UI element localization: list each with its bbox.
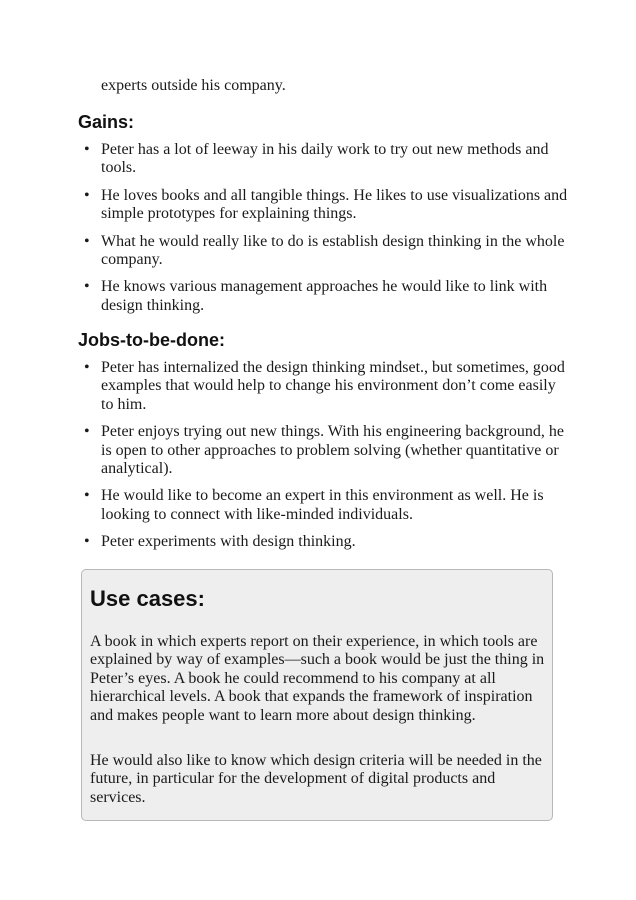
- bullet-icon: •: [84, 423, 90, 441]
- bullet-icon: •: [84, 278, 90, 296]
- gains-list: [78, 141, 568, 324]
- list-item: [78, 278, 568, 315]
- use-cases-box: [81, 569, 553, 821]
- list-item: [78, 233, 568, 270]
- jobs-list: [78, 359, 568, 561]
- list-item-text: Peter has a lot of leeway in his daily work to try out new methods and tools.: [101, 141, 549, 177]
- list-item-text: Peter experiments with design thinking.: [101, 533, 356, 551]
- list-item: [78, 141, 568, 178]
- list-item-text: What he would really like to do is establish design thinking in the whole company.: [101, 232, 565, 269]
- list-item-text: He knows various management approaches he would like to link with design thinking.: [101, 278, 548, 314]
- list-item-text: He loves books and all tangible things. He likes to use visualizations and simple prototypes for explaining things.: [101, 186, 568, 223]
- gains-heading: Gains:: [78, 112, 135, 132]
- jobs-heading: Jobs-to-be-done:: [78, 330, 225, 350]
- list-item: [78, 533, 568, 551]
- use-cases-paragraph: He would also like to know which design criteria will be needed in the future, in particular for the development of digital products and services.: [90, 752, 542, 806]
- bullet-icon: •: [84, 141, 90, 158]
- bullet-icon: •: [84, 359, 90, 376]
- use-cases-title: Use cases:: [90, 586, 205, 611]
- bullet-icon: •: [84, 533, 90, 551]
- list-item: [78, 423, 568, 478]
- bullet-icon: •: [84, 232, 90, 250]
- list-item: [78, 359, 568, 414]
- continuation-text: experts outside his company.: [101, 77, 286, 94]
- use-cases-paragraph: A book in which experts report on their experience, in which tools are explained by way of examples—such a book would be just the thing in Peter’s eyes. A book he could recommend to his company at all hierarchical levels. A book that expands the framework of inspiration and makes people want to learn more about design thinking.: [90, 633, 545, 724]
- list-item-text: Peter enjoys trying out new things. With his engineering background, he is open to other approaches to problem solving (whether quantitative or analytical).: [101, 423, 564, 478]
- list-item-text: He would like to become an expert in this environment as well. He is looking to connect with like-minded individuals.: [101, 487, 544, 523]
- bullet-icon: •: [84, 186, 90, 204]
- list-item: [78, 187, 568, 224]
- list-item-text: Peter has internalized the design thinking mindset., but sometimes, good examples that would help to change his environment don’t come easily to him.: [101, 359, 565, 413]
- list-item: [78, 487, 568, 524]
- bullet-icon: •: [84, 487, 90, 505]
